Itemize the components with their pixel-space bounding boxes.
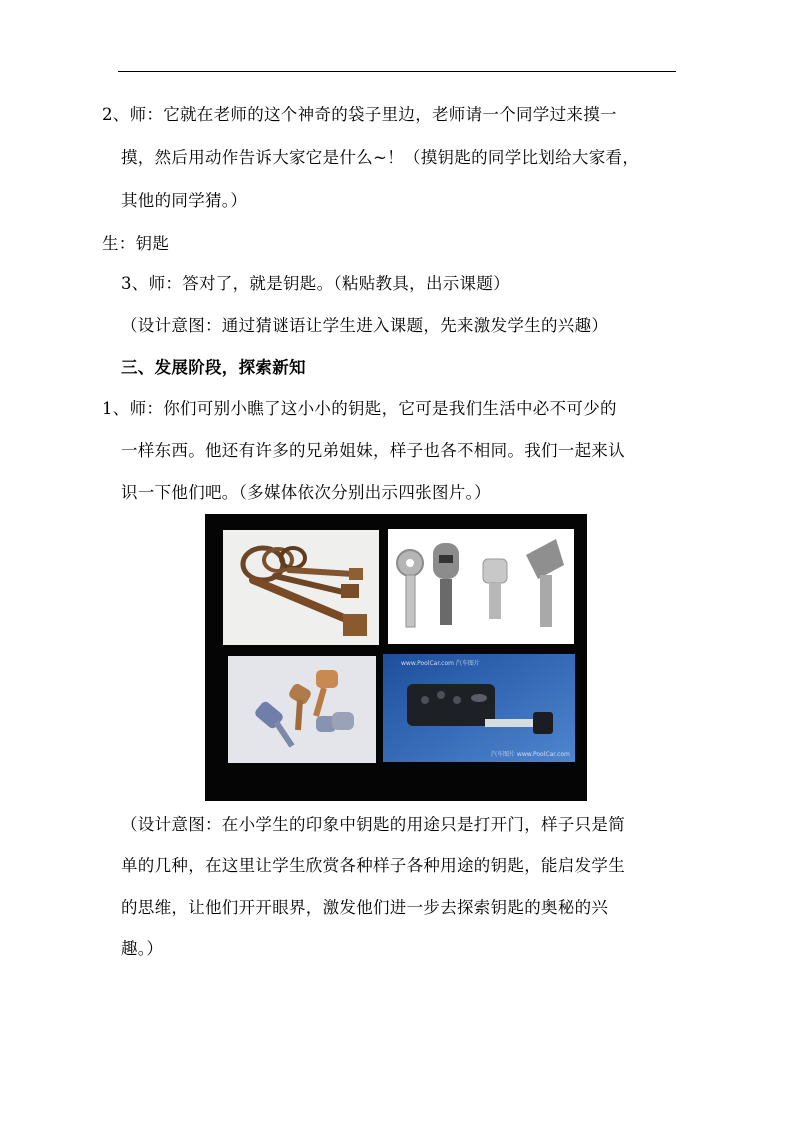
- paragraph-2-line-3: 其他的同学猜。）: [121, 191, 248, 210]
- design-note-2-line-3: 的思维，让他们开开眼界，激发他们进一步去探索钥匙的奥秘的兴: [121, 898, 609, 917]
- patterned-keys-photo: [228, 656, 376, 763]
- paragraph-1-line-3: 识一下他们吧。（多媒体依次分别出示四张图片。）: [121, 483, 491, 502]
- modern-keys-photo: [388, 529, 574, 644]
- header-rule: [118, 71, 676, 72]
- paragraph-2-line-2: 摸，然后用动作告诉大家它是什么~！（摸钥匙的同学比划给大家看，: [121, 148, 640, 167]
- car-key-photo: [383, 654, 575, 762]
- design-note-2-line-4: 趣。）: [121, 939, 164, 958]
- section-heading: 三、发展阶段，探索新知: [121, 358, 306, 377]
- paragraph-1-line-1: 1、师：你们可别小瞧了这小小的钥匙，它可是我们生活中必不可少的: [102, 399, 617, 418]
- watermark-top: www.PoolCar.com 汽车图片: [401, 660, 480, 667]
- paragraph-2-line-1: 2、师：它就在老师的这个神奇的袋子里边，老师请一个同学过来摸一: [102, 105, 617, 124]
- watermark-bottom: 汽车图片 www.PoolCar.com: [491, 751, 570, 758]
- antique-keys-photo: [223, 530, 379, 645]
- design-note-2-line-1: （设计意图：在小学生的印象中钥匙的用途只是打开门，样子只是简: [121, 815, 625, 834]
- student-answer: 生：钥匙: [102, 234, 170, 253]
- paragraph-3: 3、师：答对了，就是钥匙。（粘贴教具，出示课题）: [121, 274, 510, 293]
- design-note-2-line-2: 单的几种，在这里让学生欣赏各种样子各种用途的钥匙，能启发学生: [121, 856, 625, 875]
- design-note-1: （设计意图：通过猜谜语让学生进入课题，先来激发学生的兴趣）: [121, 316, 609, 335]
- paragraph-1-line-2: 一样东西。他还有许多的兄弟姐妹，样子也各不相同。我们一起来认: [121, 441, 625, 460]
- keys-figure: [205, 514, 587, 801]
